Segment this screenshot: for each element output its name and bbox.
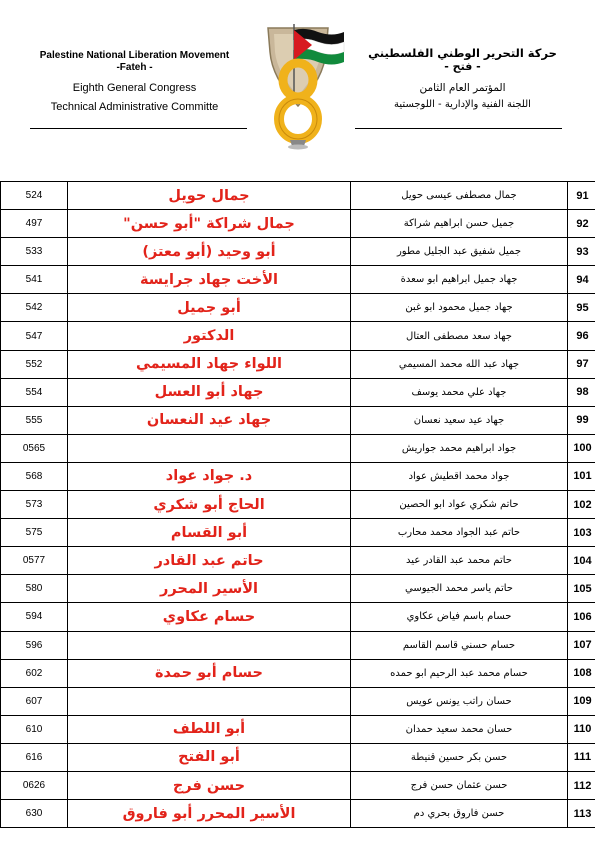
full-name-cell: حسام باسم فياض عكاوي [351, 603, 568, 631]
nickname-cell: حسن فرج [68, 771, 351, 799]
row-number-cell: 110 [568, 715, 595, 743]
table-row [1, 378, 595, 406]
member-id-cell: 610 [1, 715, 68, 743]
nickname-cell: الأخت جهاد جرايسة [68, 266, 351, 294]
org-name-en: Palestine National Liberation Movement [39, 50, 230, 61]
table-row [1, 715, 595, 743]
table-row [1, 631, 595, 659]
nickname-cell: جمال شراكة "أبو حسن" [68, 210, 351, 238]
header-english [22, 50, 247, 114]
committee-ar: اللجنة الفنية والإدارية - اللوجستية [394, 99, 531, 110]
nickname-cell: أبو اللطف [68, 715, 351, 743]
table-row [1, 687, 595, 715]
full-name-cell: حسن بكر حسين قنيطة [351, 743, 568, 771]
member-id-cell: 0626 [1, 771, 68, 799]
full-name-cell: جواد ابراهيم محمد جواريش [351, 434, 568, 462]
nickname-cell: أبو القسام [68, 519, 351, 547]
row-number-cell: 97 [568, 350, 595, 378]
full-name-cell: حسان محمد سعيد حمدان [351, 715, 568, 743]
member-id-cell: 552 [1, 350, 68, 378]
table-row [1, 238, 595, 266]
member-id-cell: 580 [1, 575, 68, 603]
committee-en: Technical Administrative Committe [50, 101, 219, 113]
member-id-cell: 555 [1, 406, 68, 434]
row-number-cell: 99 [568, 406, 595, 434]
table-row [1, 659, 595, 687]
nickname-cell: الأسير المحرر [68, 575, 351, 603]
nickname-cell: حاتم عبد القادر [68, 547, 351, 575]
row-number-cell: 101 [568, 462, 595, 490]
full-name-cell: حسن فاروق بحري دم [351, 800, 568, 828]
nickname-cell: جمال حويل [68, 182, 351, 210]
congress-emblem-icon [246, 22, 350, 150]
member-id-cell: 602 [1, 659, 68, 687]
full-name-cell: حسن عثمان حسن فرج [351, 771, 568, 799]
member-id-cell: 607 [1, 687, 68, 715]
org-name-ar: حركة التحرير الوطني الفلسطيني [368, 46, 557, 60]
table-row [1, 547, 595, 575]
nickname-cell: الدكتور [68, 322, 351, 350]
nickname-cell: حسام عكاوي [68, 603, 351, 631]
nickname-cell: اللواء جهاد المسيمي [68, 350, 351, 378]
full-name-cell: جهاد عبد الله محمد المسيمي [351, 350, 568, 378]
member-id-cell: 573 [1, 491, 68, 519]
full-name-cell: حسام محمد عبد الرحيم ابو حمده [351, 659, 568, 687]
row-number-cell: 100 [568, 434, 595, 462]
nickname-cell: أبو وحيد (أبو معتز) [68, 238, 351, 266]
full-name-cell: حاتم محمد عبد القادر عيد [351, 547, 568, 575]
row-number-cell: 111 [568, 743, 595, 771]
table-row [1, 743, 595, 771]
row-number-cell: 106 [568, 603, 595, 631]
table-row [1, 294, 595, 322]
header-rule-left [30, 128, 247, 129]
header-rule-right [355, 128, 562, 129]
header-arabic [355, 46, 570, 112]
org-short-en: -Fateh - [116, 62, 153, 73]
row-number-cell: 107 [568, 631, 595, 659]
table-row [1, 603, 595, 631]
row-number-cell: 109 [568, 687, 595, 715]
table-row [1, 519, 595, 547]
row-number-cell: 98 [568, 378, 595, 406]
full-name-cell: حاتم عبد الجواد محمد محارب [351, 519, 568, 547]
table-row [1, 210, 595, 238]
full-name-cell: حسام حسني قاسم القاسم [351, 631, 568, 659]
nickname-cell: جهاد عيد النعسان [68, 406, 351, 434]
member-id-cell: 547 [1, 322, 68, 350]
full-name-cell: جميل شفيق عبد الجليل مطور [351, 238, 568, 266]
row-number-cell: 113 [568, 800, 595, 828]
org-short-ar: - فتح - [444, 60, 481, 73]
nickname-cell [68, 687, 351, 715]
table-row [1, 800, 595, 828]
row-number-cell: 94 [568, 266, 595, 294]
full-name-cell: جميل حسن ابراهيم شراكة [351, 210, 568, 238]
row-number-cell: 112 [568, 771, 595, 799]
table-row [1, 491, 595, 519]
row-number-cell: 105 [568, 575, 595, 603]
congress-ar: المؤتمر العام الثامن [419, 82, 506, 94]
full-name-cell: جمال مصطفى عيسى حويل [351, 182, 568, 210]
nickname-cell: الحاج أبو شكري [68, 491, 351, 519]
member-id-cell: 541 [1, 266, 68, 294]
row-number-cell: 95 [568, 294, 595, 322]
table-row [1, 771, 595, 799]
member-id-cell: 0577 [1, 547, 68, 575]
full-name-cell: جهاد سعد مصطفى العتال [351, 322, 568, 350]
nickname-cell: حسام أبو حمدة [68, 659, 351, 687]
member-id-cell: 554 [1, 378, 68, 406]
member-id-cell: 594 [1, 603, 68, 631]
nickname-cell: جهاد أبو العسل [68, 378, 351, 406]
member-id-cell: 630 [1, 800, 68, 828]
member-id-cell: 568 [1, 462, 68, 490]
members-table [0, 181, 595, 828]
full-name-cell: جهاد جميل ابراهيم ابو سعدة [351, 266, 568, 294]
nickname-cell: الأسير المحرر أبو فاروق [68, 800, 351, 828]
table-row [1, 322, 595, 350]
table-row [1, 182, 595, 210]
nickname-cell: أبو الفتح [68, 743, 351, 771]
member-id-cell: 0565 [1, 434, 68, 462]
row-number-cell: 104 [568, 547, 595, 575]
member-id-cell: 596 [1, 631, 68, 659]
table-row [1, 406, 595, 434]
table-row [1, 575, 595, 603]
nickname-cell [68, 631, 351, 659]
full-name-cell: جهاد علي محمد يوسف [351, 378, 568, 406]
full-name-cell: جهاد جميل محمود ابو غبن [351, 294, 568, 322]
full-name-cell: جواد محمد اقطيش عواد [351, 462, 568, 490]
member-id-cell: 616 [1, 743, 68, 771]
nickname-cell: أبو جميل [68, 294, 351, 322]
row-number-cell: 103 [568, 519, 595, 547]
row-number-cell: 96 [568, 322, 595, 350]
congress-en: Eighth General Congress [72, 82, 197, 94]
table-row [1, 462, 595, 490]
member-id-cell: 533 [1, 238, 68, 266]
row-number-cell: 92 [568, 210, 595, 238]
member-id-cell: 542 [1, 294, 68, 322]
members-table-body [1, 182, 595, 828]
full-name-cell: جهاد عيد سعيد نعسان [351, 406, 568, 434]
table-row [1, 434, 595, 462]
member-id-cell: 575 [1, 519, 68, 547]
row-number-cell: 93 [568, 238, 595, 266]
nickname-cell [68, 434, 351, 462]
table-row [1, 266, 595, 294]
full-name-cell: حاتم شكري عواد ابو الحصين [351, 491, 568, 519]
row-number-cell: 91 [568, 182, 595, 210]
row-number-cell: 102 [568, 491, 595, 519]
row-number-cell: 108 [568, 659, 595, 687]
member-id-cell: 497 [1, 210, 68, 238]
full-name-cell: حاتم ياسر محمد الجيوسي [351, 575, 568, 603]
full-name-cell: حسان راتب يونس عويس [351, 687, 568, 715]
member-id-cell: 524 [1, 182, 68, 210]
table-row [1, 350, 595, 378]
nickname-cell: د. جواد عواد [68, 462, 351, 490]
